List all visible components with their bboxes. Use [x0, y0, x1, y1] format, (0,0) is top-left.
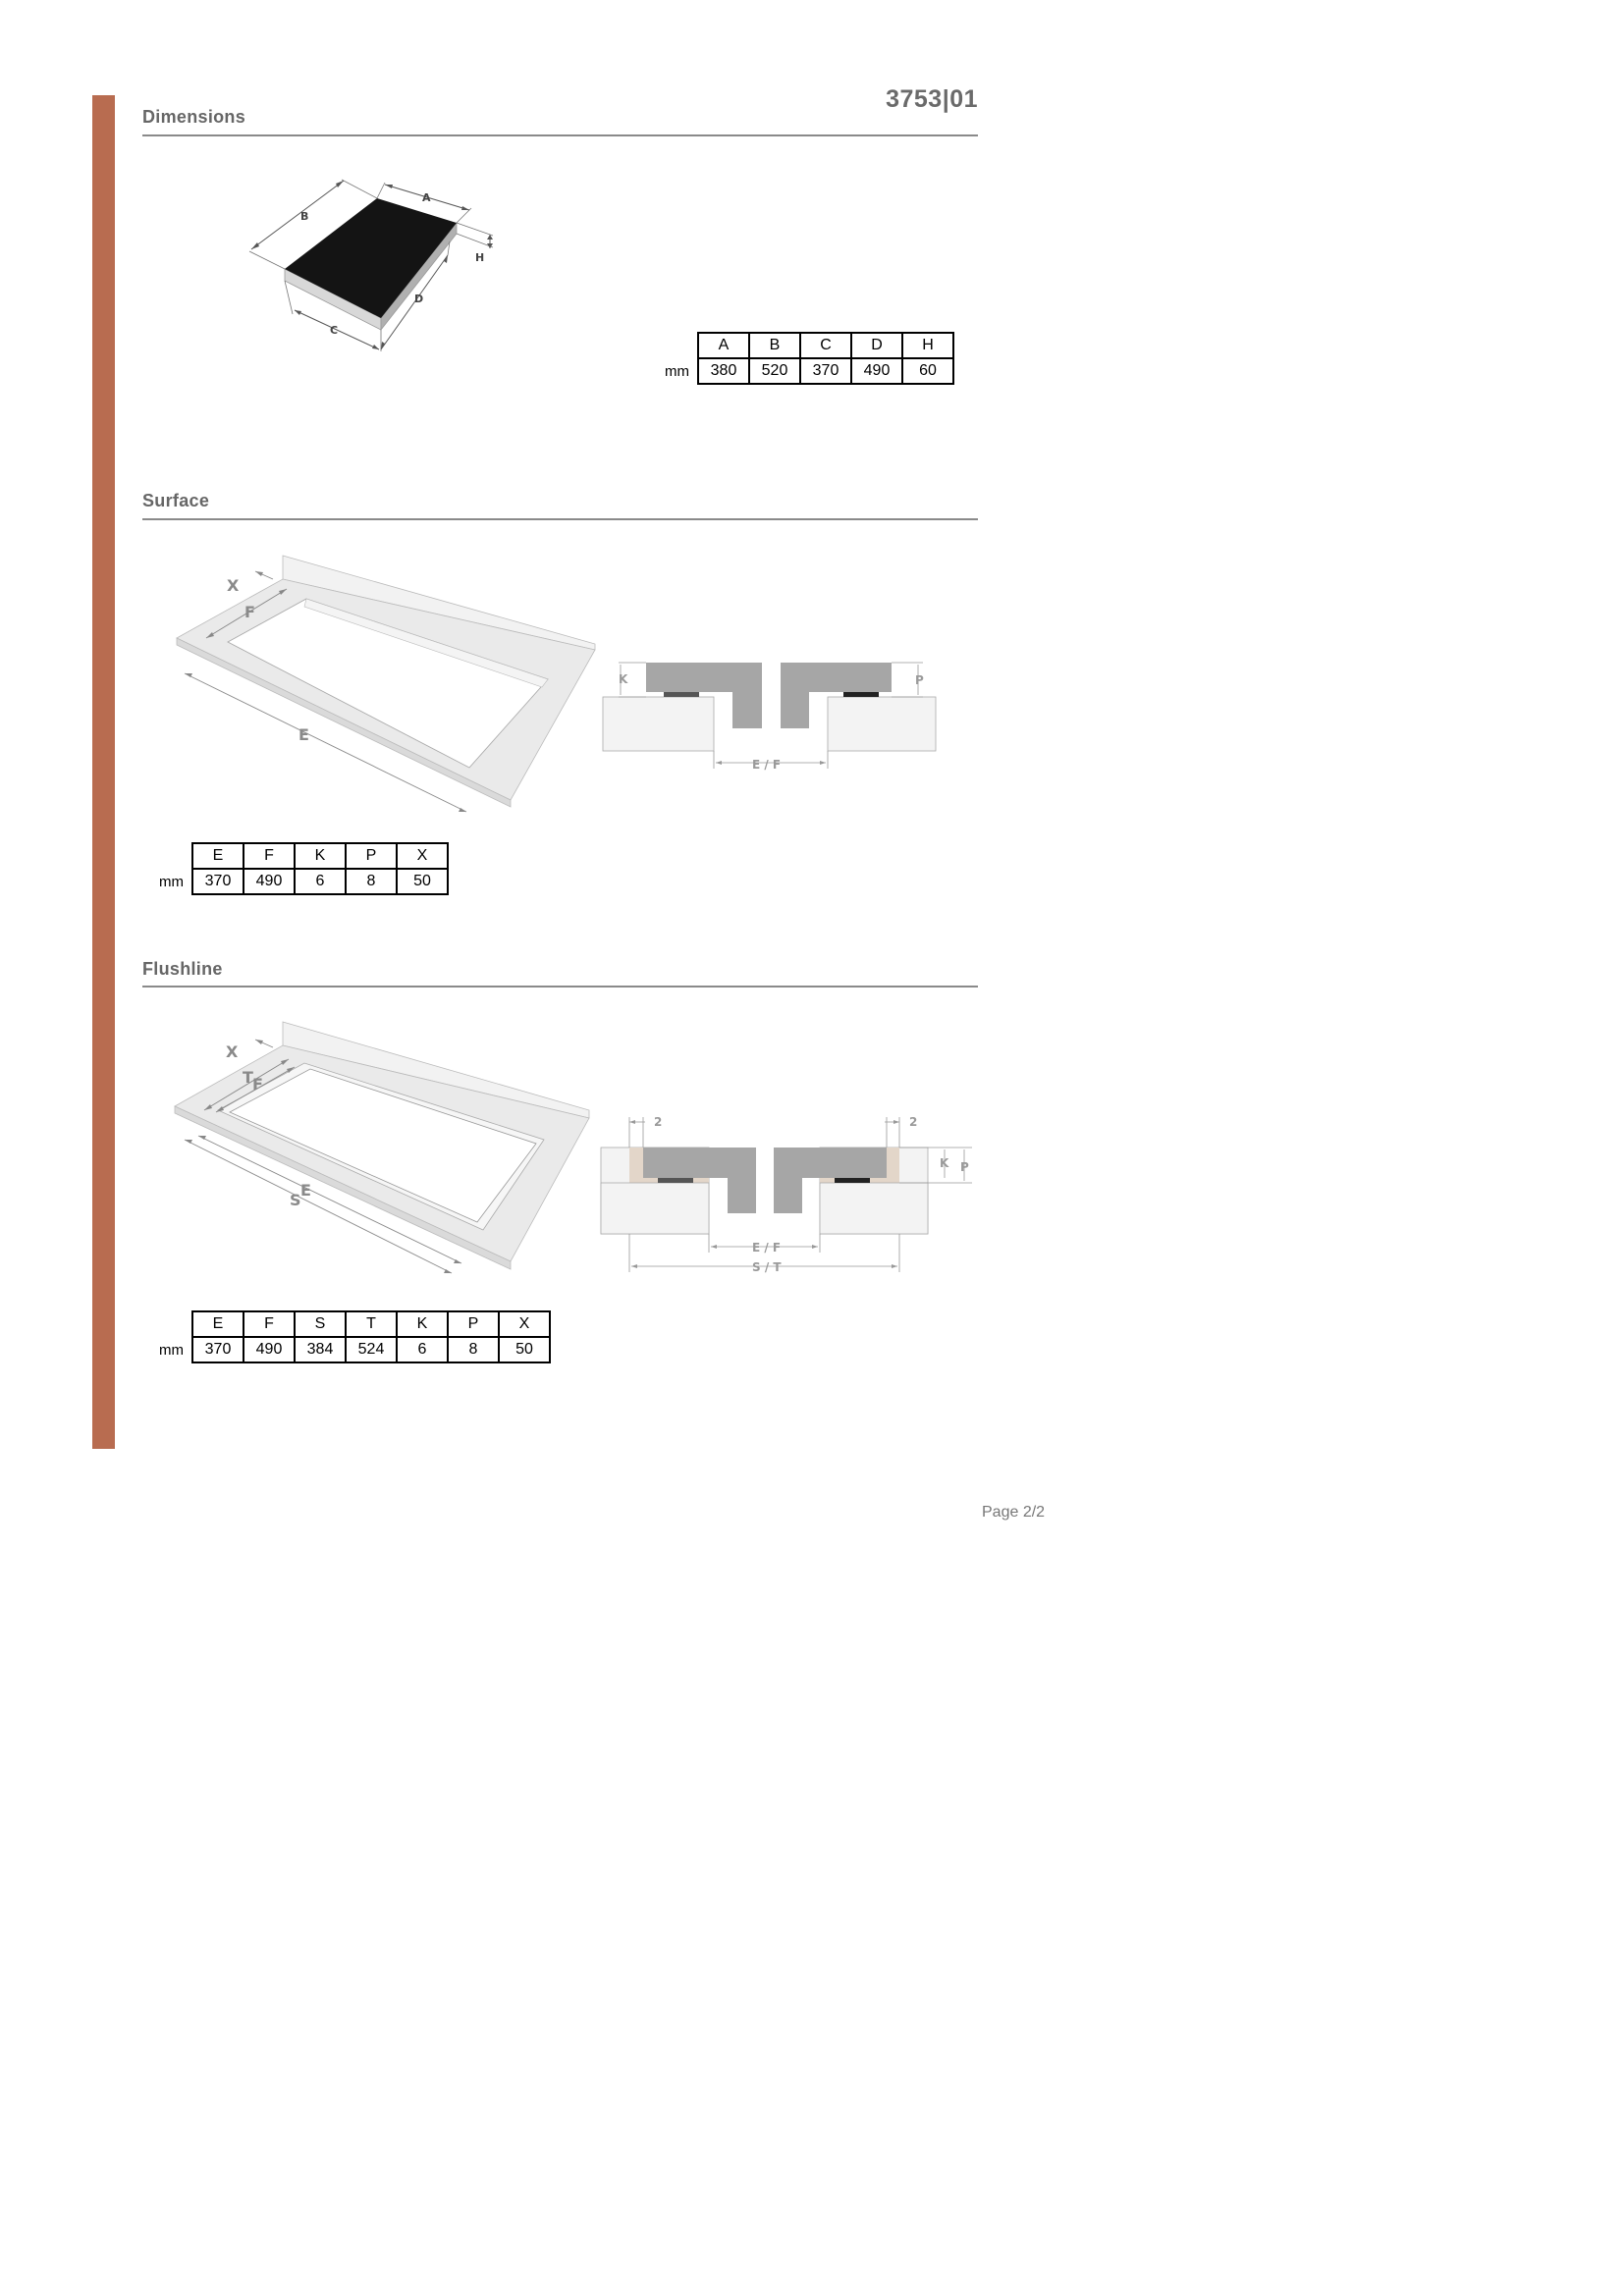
table-header-cell: X: [397, 843, 448, 869]
table-cell: 8: [448, 1337, 499, 1362]
table-header-cell: F: [244, 1311, 295, 1337]
table-header-cell: H: [902, 333, 953, 358]
table-header-cell: E: [192, 843, 244, 869]
table-cell: 8: [346, 869, 397, 894]
surface-label-x: X: [227, 576, 240, 595]
dim-label-h: H: [475, 251, 485, 264]
table-header-cell: S: [295, 1311, 346, 1337]
table-header-cell: D: [851, 333, 902, 358]
table-corner: [648, 333, 698, 358]
surface-label-k: K: [619, 672, 628, 686]
section-title-flushline: Flushline: [142, 959, 223, 979]
table-header-cell: K: [397, 1311, 448, 1337]
table-header-cell: F: [244, 843, 295, 869]
document-number: 3753|01: [886, 85, 978, 113]
flushline-label-gap-right: 2: [909, 1115, 918, 1129]
flushline-label-ef: E / F: [752, 1241, 782, 1255]
surface-section-detail: [599, 653, 943, 775]
table-cell: 6: [295, 869, 346, 894]
flushline-label-x: X: [226, 1042, 239, 1061]
surface-label-e: E: [298, 725, 309, 744]
section-title-surface: Surface: [142, 491, 210, 510]
unit-label: mm: [665, 362, 689, 380]
flushline-label-t: T: [243, 1068, 253, 1087]
table-header-cell: X: [499, 1311, 550, 1337]
table-header-cell: A: [698, 333, 749, 358]
table-cell: 370: [800, 358, 851, 384]
table-cell: 370: [192, 869, 244, 894]
surface-label-ef: E / F: [752, 758, 782, 772]
table-row: [142, 1337, 550, 1362]
table-cell: 524: [346, 1337, 397, 1362]
section-rule-surface: [142, 518, 978, 520]
table-cell: 60: [902, 358, 953, 384]
dim-label-c: C: [330, 324, 339, 337]
table-cell: 370: [192, 1337, 244, 1362]
table-header-cell: E: [192, 1311, 244, 1337]
surface-label-p: P: [915, 673, 924, 687]
table-cell: 50: [499, 1337, 550, 1362]
flushline-label-p: P: [960, 1160, 969, 1174]
flushline-label-k: K: [940, 1156, 949, 1170]
table-cell: 490: [244, 869, 295, 894]
hob-dimensions-diagram: [236, 177, 511, 363]
table-row: [648, 358, 953, 384]
flushline-label-gap-left: 2: [654, 1115, 663, 1129]
section-rule-flushline: [142, 986, 978, 988]
table-row: [142, 869, 448, 894]
table-corner: [142, 843, 192, 869]
table-cell: 520: [749, 358, 800, 384]
section-title-dimensions: Dimensions: [142, 107, 246, 127]
table-header-cell: C: [800, 333, 851, 358]
flushline-label-f: F: [252, 1075, 263, 1094]
table-cell: 384: [295, 1337, 346, 1362]
table-header-cell: B: [749, 333, 800, 358]
table-cell: 50: [397, 869, 448, 894]
flushline-label-e: E: [300, 1181, 311, 1200]
table-cell: 490: [244, 1337, 295, 1362]
unit-label: mm: [159, 1341, 184, 1359]
table-corner: [142, 1311, 192, 1337]
surface-cutout-diagram: [157, 550, 609, 820]
flushline-table: [142, 1310, 551, 1363]
flushline-label-st: S / T: [752, 1260, 782, 1274]
flushline-section-detail: [599, 1111, 972, 1278]
dimensions-table: [648, 332, 954, 385]
table-cell: 6: [397, 1337, 448, 1362]
page-number: Page 2/2: [982, 1504, 1046, 1521]
table-cell: 490: [851, 358, 902, 384]
accent-sidebar-bar: [92, 95, 115, 1449]
table-header-cell: P: [448, 1311, 499, 1337]
surface-table: [142, 842, 449, 895]
table-header-row: [142, 1311, 550, 1337]
table-header-row: [142, 843, 448, 869]
flushline-label-s: S: [290, 1191, 301, 1209]
dim-label-b: B: [300, 210, 309, 223]
flushline-cutout-diagram: [157, 1016, 609, 1286]
dim-label-d: D: [414, 293, 424, 305]
unit-label: mm: [159, 873, 184, 890]
section-rule-dimensions: [142, 134, 978, 136]
table-header-cell: T: [346, 1311, 397, 1337]
dim-label-a: A: [422, 191, 431, 204]
table-header-cell: K: [295, 843, 346, 869]
table-header-row: [648, 333, 953, 358]
table-cell: 380: [698, 358, 749, 384]
table-header-cell: P: [346, 843, 397, 869]
surface-label-f: F: [244, 603, 255, 621]
